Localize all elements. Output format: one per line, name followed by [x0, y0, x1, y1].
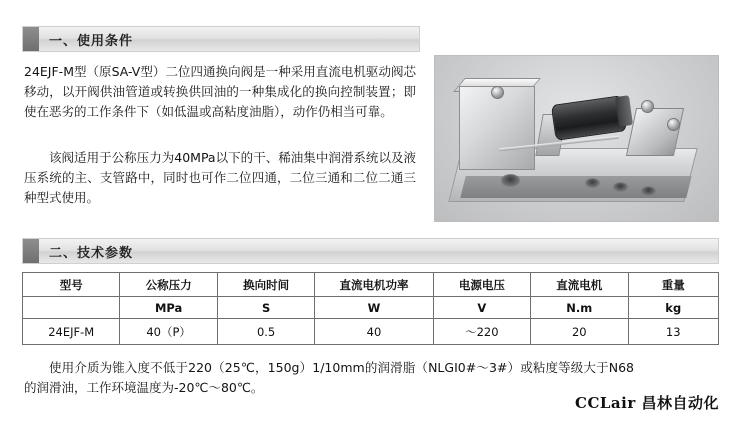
- table-unit-row: [23, 297, 719, 319]
- specification-table: [22, 272, 719, 345]
- table-unit-cell: S: [217, 297, 314, 319]
- table-unit-cell: MPa: [120, 297, 217, 319]
- table-cell-weight: 13: [628, 319, 719, 345]
- table-header-cell: 电源电压: [433, 273, 530, 297]
- paragraph-application: [24, 148, 416, 208]
- bolt-icon: [641, 100, 654, 113]
- table-cell-motor-power: 40: [315, 319, 433, 345]
- table-unit-cell: V: [433, 297, 530, 319]
- table-header-cell: 换向时间: [217, 273, 314, 297]
- table-header-cell: 直流电机: [531, 273, 628, 297]
- section-header-usage-conditions: [22, 26, 420, 52]
- bolt-icon: [667, 118, 680, 131]
- table-unit-cell: [23, 297, 120, 319]
- table-header-cell: 直流电机功率: [315, 273, 433, 297]
- footer-brand: [575, 392, 719, 413]
- connector-block: [626, 108, 684, 156]
- table-cell-switch-time: 0.5: [217, 319, 314, 345]
- table-cell-model: 24EJF-M: [23, 319, 120, 345]
- paragraph-application-text: 该阀适用于公称压力为40MPa以下的干、稀油集中润滑系统以及液压系统的主、支管路中，同时也可作二位四通，二位三通和二位二通三种型式使用。: [24, 150, 416, 205]
- mounting-hole: [641, 186, 656, 196]
- section-accent-tab: [23, 27, 39, 51]
- paragraph-intro: 24EJF-M型（原SA-V型）二位四通换向阀是一种采用直流电机驱动阀芯移动，以开阀供油管道或转换供回油的一种集成化的换向控制装置；即使在恶劣的工作条件下（如低温或高粘度油脂），动作仍相当可靠。: [24, 64, 416, 119]
- section-title: 二、技术参数: [49, 245, 134, 261]
- table-row: [23, 319, 719, 345]
- bolt-icon: [491, 86, 504, 99]
- port-hole: [501, 174, 520, 187]
- paragraph-medium-text: 使用介质为锥入度不低于220（25℃，150g）1/10mm的润滑脂（NLGI0#～3#）或粘度等级大于N68的润滑油，工作环境温度为-20℃～80℃。: [24, 360, 634, 395]
- mounting-hole: [585, 178, 600, 188]
- brand-name-en: CCLair: [575, 394, 636, 412]
- table-header-cell: 重量: [628, 273, 719, 297]
- mounting-hole: [613, 182, 628, 192]
- valve-base-shadow: [460, 176, 691, 198]
- table-cell-voltage: ～220: [433, 319, 530, 345]
- table-header-cell: 公称压力: [120, 273, 217, 297]
- table-cell-pressure: 40（P）: [120, 319, 217, 345]
- section-header-technical-parameters: [22, 238, 719, 264]
- paragraph-medium: [24, 358, 634, 398]
- section-accent-tab: [23, 239, 39, 263]
- product-photo: [434, 55, 719, 222]
- table-unit-cell: N.m: [531, 297, 628, 319]
- table-cell-motor-torque: 20: [531, 319, 628, 345]
- brand-name-cn: 昌林自动化: [641, 394, 719, 412]
- table-unit-cell: W: [315, 297, 433, 319]
- table-header-row: [23, 273, 719, 297]
- section-title: 一、使用条件: [49, 33, 134, 49]
- table-unit-cell: kg: [628, 297, 719, 319]
- table-header-cell: 型号: [23, 273, 120, 297]
